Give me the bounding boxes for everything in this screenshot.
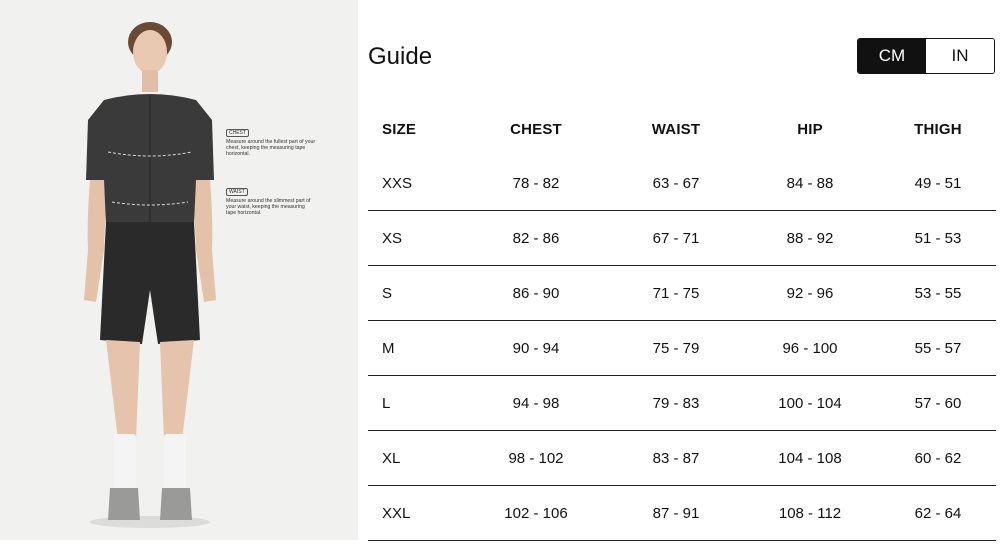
size-cell: XS [368, 211, 460, 266]
waist-cell: 75 - 79 [612, 321, 740, 376]
size-cell: XXS [368, 156, 460, 211]
unit-toggle[interactable] [857, 38, 995, 74]
model-figure-illustration [0, 0, 358, 540]
table-row [368, 321, 996, 376]
size-cell: S [368, 266, 460, 321]
unit-option-cm[interactable]: CM [858, 39, 926, 73]
header-size: SIZE [382, 120, 417, 138]
chest-instruction: Measure around the fullest part of your chest, keeping the measuring tape horizontal. [226, 139, 316, 157]
header-waist: WAIST [651, 120, 701, 138]
size-cell: XXL [368, 486, 460, 541]
hip-cell: 96 - 100 [740, 321, 880, 376]
chest-tag: CHEST [226, 129, 249, 137]
waist-tag: WAIST [226, 188, 248, 196]
chest-cell: 102 - 106 [460, 486, 612, 541]
chest-cell: 86 - 90 [460, 266, 612, 321]
hip-cell: 88 - 92 [740, 211, 880, 266]
chest-cell: 90 - 94 [460, 321, 612, 376]
header-chest: CHEST [510, 120, 562, 138]
waist-cell: 63 - 67 [612, 156, 740, 211]
thigh-cell: 55 - 57 [880, 321, 996, 376]
size-cell: M [368, 321, 460, 376]
thigh-cell: 49 - 51 [880, 156, 996, 211]
table-row [368, 431, 996, 486]
waist-cell: 87 - 91 [612, 486, 740, 541]
thigh-cell: 57 - 60 [880, 376, 996, 431]
chest-callout [226, 129, 316, 157]
chest-cell: 82 - 86 [460, 211, 612, 266]
table-row [368, 486, 996, 541]
waist-cell: 79 - 83 [612, 376, 740, 431]
table-header-row [368, 102, 996, 156]
size-table [368, 102, 996, 541]
thigh-cell: 51 - 53 [880, 211, 996, 266]
hip-cell: 108 - 112 [740, 486, 880, 541]
thigh-cell: 53 - 55 [880, 266, 996, 321]
header-hip: HIP [797, 120, 823, 138]
waist-cell: 83 - 87 [612, 431, 740, 486]
chest-cell: 98 - 102 [460, 431, 612, 486]
hip-cell: 84 - 88 [740, 156, 880, 211]
chest-cell: 78 - 82 [460, 156, 612, 211]
waist-cell: 71 - 75 [612, 266, 740, 321]
hip-cell: 92 - 96 [740, 266, 880, 321]
hip-cell: 104 - 108 [740, 431, 880, 486]
table-row [368, 266, 996, 321]
table-row [368, 211, 996, 266]
hip-cell: 100 - 104 [740, 376, 880, 431]
waist-callout [226, 188, 316, 216]
thigh-cell: 62 - 64 [880, 486, 996, 541]
thigh-cell: 60 - 62 [880, 431, 996, 486]
page-title: Guide [368, 43, 433, 70]
chest-cell: 94 - 98 [460, 376, 612, 431]
header-thigh: THIGH [914, 120, 962, 138]
table-row [368, 156, 996, 211]
waist-cell: 67 - 71 [612, 211, 740, 266]
size-cell: XL [368, 431, 460, 486]
size-cell: L [368, 376, 460, 431]
table-row [368, 376, 996, 431]
waist-instruction: Measure around the slimmest part of your waist, keeping the measuring tape horizontal. [226, 198, 311, 216]
unit-option-in[interactable]: IN [926, 39, 994, 73]
model-image [0, 0, 358, 540]
